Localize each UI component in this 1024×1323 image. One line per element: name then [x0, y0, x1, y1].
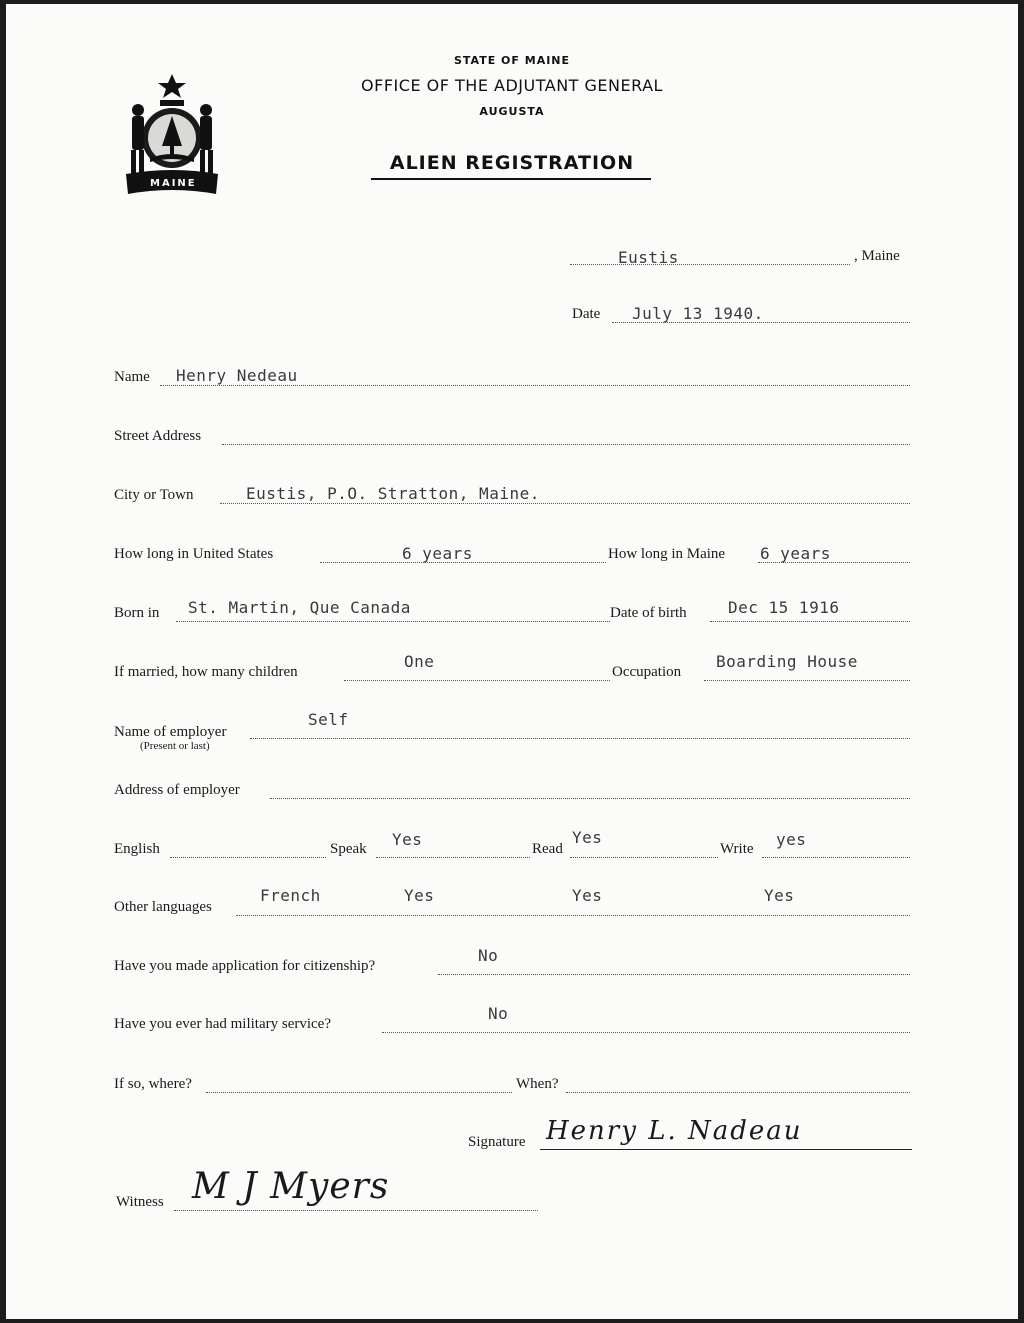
date-value: July 13 1940.: [632, 304, 764, 323]
maine-duration-label: How long in Maine: [608, 546, 726, 562]
military-value: No: [488, 1004, 509, 1023]
city-label: City or Town: [114, 487, 194, 503]
other-languages-label: Other languages: [114, 899, 212, 915]
maine-duration-value: 6 years: [760, 544, 831, 563]
military-label: Have you ever had military service?: [114, 1016, 331, 1032]
other-read-value: Yes: [572, 886, 603, 905]
english-line-3: [570, 857, 718, 858]
employer-address-line: [270, 798, 910, 799]
military-line: [382, 1032, 910, 1033]
citizenship-line: [438, 974, 910, 975]
citizenship-value: No: [478, 946, 499, 965]
employer-sublabel: (Present or last): [140, 740, 210, 752]
signature-label: Signature: [468, 1134, 526, 1150]
where-line: [206, 1092, 512, 1093]
place-suffix: , Maine: [854, 248, 900, 264]
employer-label: Name of employer: [114, 724, 227, 740]
witness-label: Witness: [116, 1194, 164, 1210]
name-label: Name: [114, 369, 150, 385]
signature-underline: [540, 1149, 912, 1150]
occupation-line: [704, 680, 910, 681]
occupation-value: Boarding House: [716, 652, 858, 671]
name-value: Henry Nedeau: [176, 366, 298, 385]
employer-line: [250, 738, 910, 739]
english-write-value: yes: [776, 830, 807, 849]
title-underline: [371, 178, 651, 180]
employer-address-label: Address of employer: [114, 782, 240, 798]
header-state: STATE OF MAINE: [453, 54, 571, 67]
witness-signature: M J Myers: [192, 1166, 390, 1207]
other-languages-line: [236, 915, 910, 916]
place-line: [570, 264, 850, 265]
employer-value: Self: [308, 710, 349, 729]
dob-label: Date of birth: [610, 605, 687, 621]
place-town: Eustis: [618, 248, 679, 267]
street-label: Street Address: [114, 428, 202, 444]
header-city: AUGUSTA: [479, 105, 545, 118]
children-label: If married, how many children: [114, 664, 298, 680]
city-value: Eustis, P.O. Stratton, Maine.: [246, 484, 540, 503]
date-label: Date: [572, 306, 601, 322]
dob-value: Dec 15 1916: [728, 598, 840, 617]
occupation-label: Occupation: [612, 664, 682, 680]
witness-line: [174, 1210, 538, 1211]
english-line-4: [762, 857, 910, 858]
form-title: ALIEN REGISTRATION: [389, 152, 635, 174]
children-line: [344, 680, 610, 681]
read-label: Read: [532, 841, 563, 857]
speak-label: Speak: [330, 841, 367, 857]
other-language-value: French: [260, 886, 321, 905]
header-office: OFFICE OF THE ADJUTANT GENERAL: [361, 76, 663, 95]
citizenship-label: Have you made application for citizenship?: [114, 958, 376, 974]
english-speak-value: Yes: [392, 830, 423, 849]
born-value: St. Martin, Que Canada: [188, 598, 411, 617]
applicant-signature: Henry L. Nadeau: [546, 1116, 803, 1146]
where-label: If so, where?: [114, 1076, 192, 1092]
street-line: [222, 444, 910, 445]
city-line: [220, 503, 910, 504]
seal-banner-text: MAINE: [150, 178, 197, 189]
english-line-1: [170, 857, 326, 858]
other-speak-value: Yes: [404, 886, 435, 905]
registration-form: [6, 4, 1018, 1319]
us-duration-label: How long in United States: [114, 546, 274, 562]
children-value: One: [404, 652, 435, 671]
english-read-value: Yes: [572, 828, 603, 847]
write-label: Write: [720, 841, 754, 857]
when-label: When?: [516, 1076, 559, 1092]
english-label: English: [114, 841, 160, 857]
dob-line: [710, 621, 910, 622]
born-label: Born in: [114, 605, 160, 621]
name-line: [160, 385, 910, 386]
born-line: [176, 621, 610, 622]
when-line: [566, 1092, 910, 1093]
english-line-2: [376, 857, 530, 858]
other-write-value: Yes: [764, 886, 795, 905]
us-duration-value: 6 years: [402, 544, 473, 563]
